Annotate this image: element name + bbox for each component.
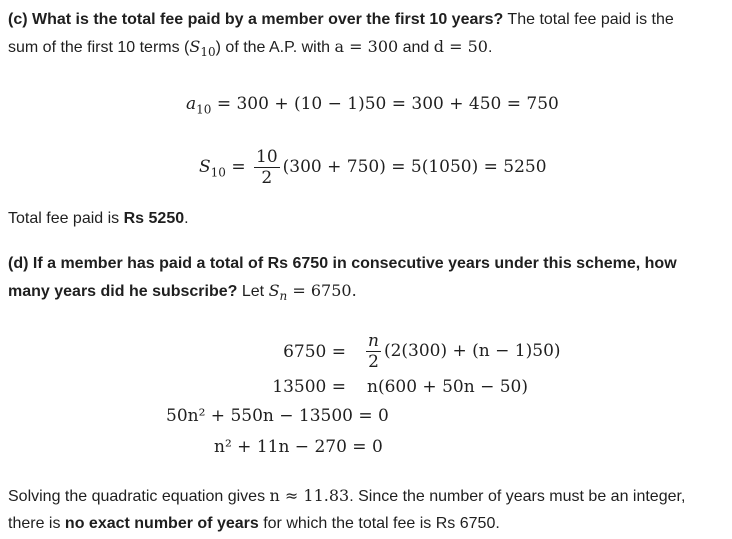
let-rhs: = 6750. bbox=[287, 281, 357, 300]
part-c-result bbox=[8, 205, 724, 232]
sol-conclusion: no exact number of years bbox=[64, 515, 259, 532]
sum-subscript: 10 bbox=[200, 45, 216, 60]
fraction-n-over-2 bbox=[366, 331, 381, 372]
equation-a10 bbox=[186, 94, 559, 116]
eq2-lhs: S bbox=[199, 157, 211, 177]
result-period: . bbox=[184, 210, 189, 227]
intro-period: . bbox=[487, 39, 493, 56]
result-value: Rs 5250 bbox=[123, 210, 185, 227]
part-d-intro bbox=[8, 250, 724, 310]
frac-denominator: 2 bbox=[261, 168, 273, 188]
frac-n-den: 2 bbox=[368, 352, 379, 372]
sol-text-2a: there is bbox=[8, 515, 65, 532]
eq1-lhs-sub: 10 bbox=[196, 102, 212, 117]
d-line3: 50n² + 550n − 13500 = 0 bbox=[166, 406, 389, 426]
part-c-intro bbox=[8, 6, 724, 66]
part-c-intro-line2: sum of the first 10 terms ( bbox=[8, 39, 190, 56]
eq1-lhs: a bbox=[186, 94, 197, 114]
frac-numerator: 10 bbox=[256, 147, 278, 167]
and-text: and bbox=[398, 39, 434, 56]
eq1-rhs: = 300 + (10 − 1)50 = 300 + 450 = 750 bbox=[211, 94, 559, 114]
frac-n-num: n bbox=[368, 331, 379, 351]
part-c-intro-mid: ) of the A.P. with bbox=[215, 39, 335, 56]
d-line1-rhs bbox=[350, 331, 561, 372]
sol-text-1a: Solving the quadratic equation gives bbox=[8, 488, 270, 505]
sol-text-1b: . Since the number of years must be an integer, bbox=[349, 488, 686, 505]
sol-approx: n ≈ 11.83 bbox=[269, 486, 350, 505]
d-line2-lhs: 13500 = bbox=[272, 377, 346, 397]
eq2-rhs: (300 + 750) = 5(1050) = 5250 bbox=[282, 157, 547, 177]
d-line1-lhs: 6750 = bbox=[283, 342, 346, 362]
part-c-heading: (c) What is the total fee paid by a member over the first 10 years? bbox=[8, 11, 504, 28]
sol-text-2c: for which the total fee is Rs 6750. bbox=[258, 515, 500, 532]
common-diff-expr: d = 50 bbox=[433, 37, 488, 56]
fraction-10-over-2 bbox=[254, 147, 280, 188]
let-sub: n bbox=[279, 289, 288, 304]
result-prefix: Total fee paid is bbox=[8, 210, 124, 227]
first-term-expr: a = 300 bbox=[334, 37, 399, 56]
sum-symbol: S bbox=[189, 37, 201, 56]
d-line1-expr: (2(300) + (n − 1)50) bbox=[383, 341, 561, 361]
eq2-equals: = bbox=[225, 157, 251, 177]
let-s: S bbox=[268, 281, 280, 300]
part-d-heading-2: many years did he subscribe? bbox=[8, 283, 238, 300]
d-line2-rhs: n(600 + 50n − 50) bbox=[367, 377, 528, 397]
equation-s10 bbox=[199, 147, 547, 188]
eq2-lhs-sub: 10 bbox=[210, 165, 226, 180]
part-d-heading-1: (d) If a member has paid a total of Rs 6750 in consecutive years under this scheme, how bbox=[8, 255, 677, 272]
d-line4: n² + 11n − 270 = 0 bbox=[214, 437, 383, 457]
part-d-solution bbox=[8, 482, 724, 537]
let-text: Let bbox=[237, 283, 269, 300]
part-c-intro-text: The total fee paid is the bbox=[503, 11, 674, 28]
